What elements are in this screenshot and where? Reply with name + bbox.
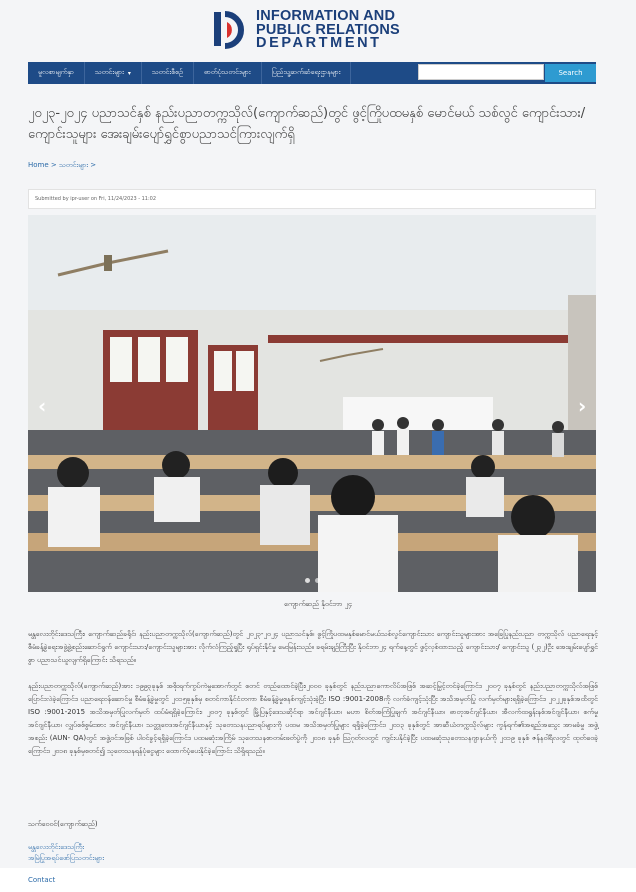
page-title: ၂၀၂၃-၂၀၂၄ ပညာသင်နှစ် နည်းပညာတက္ကသိုလ်(ကျောက်ဆည်)တွင် ဖွင့်ကြိုပထမနှစ် မောင်မယ် သစ်လွင် ကျောင်းသား/ကျောင်းသူများ အေးချမ်းပျော်ရွှင်စွာပညာသင်ကြားလျက်ရှိ — [28, 106, 586, 142]
slider-dot[interactable] — [315, 578, 320, 583]
nav-item-schedule[interactable] — [142, 62, 194, 84]
department-logo-icon[interactable] — [213, 10, 249, 50]
brand-line-1: INFORMATION AND — [256, 8, 396, 24]
search-input[interactable] — [418, 64, 544, 80]
classroom-photo-illustration — [28, 215, 596, 592]
photo-caption: ကျောက်ဆည် နိုဝင်ဘာ ၂၄ — [284, 600, 352, 608]
nav-item-label: ဓာတ်ပုံသတင်းများ — [203, 68, 251, 76]
article-paragraph-1: မန္တလေးတိုင်းဒေသကြီး၊ ကျောက်ဆည်ခရိုင်၊ နည်းပညာတက္ကသိုလ်(ကျောက်ဆည်)တွင် ၂၀၂၃-၂၀၂၄ ပညာသင်နှစ်၊ ဖွင့်ကြိုပထမနှစ်မောင်မယ်သစ်လွင်ကျောင်းသား ကျောင်းသူများအား အခြေပြုနည်းပညာ တက္ကသိုလ် ပညာရေးနှင့်စီမံခန့်ခွဲရေးအဖွဲ့ဖွဲ့စည်းဆောင်ရွက် ကျောင်းသား/ကျောင်းသူများအား လိုက်လံကြည့်ရှုပြီး ရုပ်ရှင်းနိုင်မှု မေးမြန်းသည်။ ခရမ်းချဉ်ကြီးပြီး နိုဝင်ဘာ၂၄ ရက်နေ့တွင် ဖွင့်လှစ်ထားသည့် ကျောင်းသား/ ကျောင်းသူ (၂၃၂)ဦး အေးချမ်းပျော်ရွှင်စွာ ပညာသင်ယူလျက်ရှိကြောင်း သိရသည်။ — [28, 630, 598, 664]
article-credit: သက်ဝေဝင်(ကျောက်ဆည်) — [28, 820, 98, 828]
nav-item-label: သတင်းစီစဥ် — [151, 68, 183, 76]
slider-dot[interactable] — [305, 578, 310, 583]
chevron-down-icon: ▾ — [127, 69, 131, 77]
department-name[interactable] — [256, 10, 400, 51]
nav-item-home[interactable] — [28, 62, 85, 84]
submitted-info: Submitted by ipr-user on Fri, 11/24/2023 - 11:02 — [28, 189, 596, 209]
tag-link[interactable]: အမြဲပြုအရပ်ဖော်ပြသတင်းများ — [28, 854, 105, 862]
breadcrumb[interactable]: Home > သတင်းများ > — [28, 161, 97, 169]
slider-dots — [305, 578, 320, 583]
slider-next-button[interactable]: › — [578, 394, 587, 418]
nav-item-pr-departments[interactable] — [262, 62, 352, 84]
article-photo — [28, 215, 596, 592]
nav-item-label: မူလစာမျက်နှာ — [38, 68, 74, 76]
article-tags — [28, 842, 104, 864]
brand-line-3: DEPARTMENT — [256, 35, 382, 51]
nav-item-photo-news[interactable] — [194, 62, 262, 84]
nav-item-news[interactable] — [85, 62, 142, 84]
nav-item-label: သတင်းများ — [94, 68, 124, 76]
slider-prev-button[interactable]: ‹ — [38, 394, 47, 418]
site-footer — [0, 868, 636, 892]
contact-link[interactable]: Contact — [28, 876, 56, 884]
site-header — [0, 0, 636, 58]
brand-line-2: PUBLIC RELATIONS — [256, 21, 400, 38]
article-paragraph-2: နည်းပညာတက္ကသိုလ်(ကျောက်ဆည်)အား ၁၉၉၃ခုနှစ် အစိုးရက်ကွပ်ကဲမှုအောက်တွင် စတင် တည်ထောင်ခဲ့ပြီး၊၂၀၀၀ ခုနှစ်တွင် နည်းပညာကောလိပ်အဖြစ် အဆင့်မြှင့်တင်ခဲ့ကြောင်း၊ ၂၀၀၇ ခုနှစ်တွင် နည်းပညာတက္ကသိုလ်အဖြစ် ပြောင်းလဲခဲ့ကြောင်း၊ ပညာရေးဝန်ဆောင်မှု စီမံခန့်ခွဲမှုတွင် ၂၀၁၅ခုနှစ်မှ စတင်ကာနိုင်ငံတကာ စီမံခန့်ခွဲမှုစနစ်ကျင့်သုံးခဲ့ပြီး ISO :9001-2008ကို လက်ခံကျင့်သုံးပြီး အသိအမှတ်ပြု လက်မှတ်များရရှိခဲ့ကြောင်း၊ ၂၀၂၂ခုနှစ်အထိတွင် ISO :9001-2015 အသိအမှတ်ပြုလက်မှတ် ထပ်မံရရှိခဲ့ကြောင်း၊ ၂၀၀၇ ခုနှစ်တွင် မြို့ပြနှင့်ဒေသဆိုင်ရာ အင်ဂျင်နီယာ၊ မဟာ စိတ်အကြံပြုချက် အင်ဂျင်နီယာ၊ ဓာတုအင်ဂျင်နီယာ၊ အီလက်ထရွန်းနစ်အင်ဂျင်နီယာ၊ စက်မှုအင်ဂျင်နီယာ၊ လျှပ်စစ်စွမ်းအား အင်ဂျင်နီယာ၊ သတ္တုဗေဒအင်ဂျင်နီယာနှင့် သုတေသနပညာရပ်များကို ပထမ အသိအမှတ်ပြုများ ရရှိခဲ့ကြောင်း၊ ၂၀၁၃ ခုနှစ်တွင် အာဆီယံတက္ကသိုလ်များ ကွန်ရက်၏အရည်အသွေး အာမခံမှု အဖွဲ့အစည်း (AUN- QA)တွင် အဖွဲ့ဝင်အဖြစ် ပါဝင်ခွင့်ရရှိခဲ့ကြောင်း၊ ပထမဆုံးအကြိမ် သုတေသနစာတမ်းဖတ်ပွဲကို ၂၀၁၈ ခုနှစ် ဩဂုတ်လတွင် ကျင်းပနိုင်ခဲ့ပြီး ပထမဆုံးသုတေသနဂျာနယ်ကို ၂၀၁၉ ခုနှစ် ဇန်နဝါရီလတွင် ထုတ်ဝေခဲ့ကြောင်း၊ ၂၀၁၈ ခုနှစ်မှစတင်၍ သုတေသနရန်ပုံငွေများ ထောက်ပံ့ပေးနိုင်ခဲ့ကြောင်း သိရှိရသည်။ — [28, 682, 598, 755]
tag-link[interactable]: မန္တလေးတိုင်းဒေသကြီး — [28, 843, 84, 851]
nav-item-label: ပြည်သူ့ဆက်ဆံရေးဌာနများ — [271, 68, 341, 76]
search-button[interactable]: Search — [545, 64, 596, 82]
